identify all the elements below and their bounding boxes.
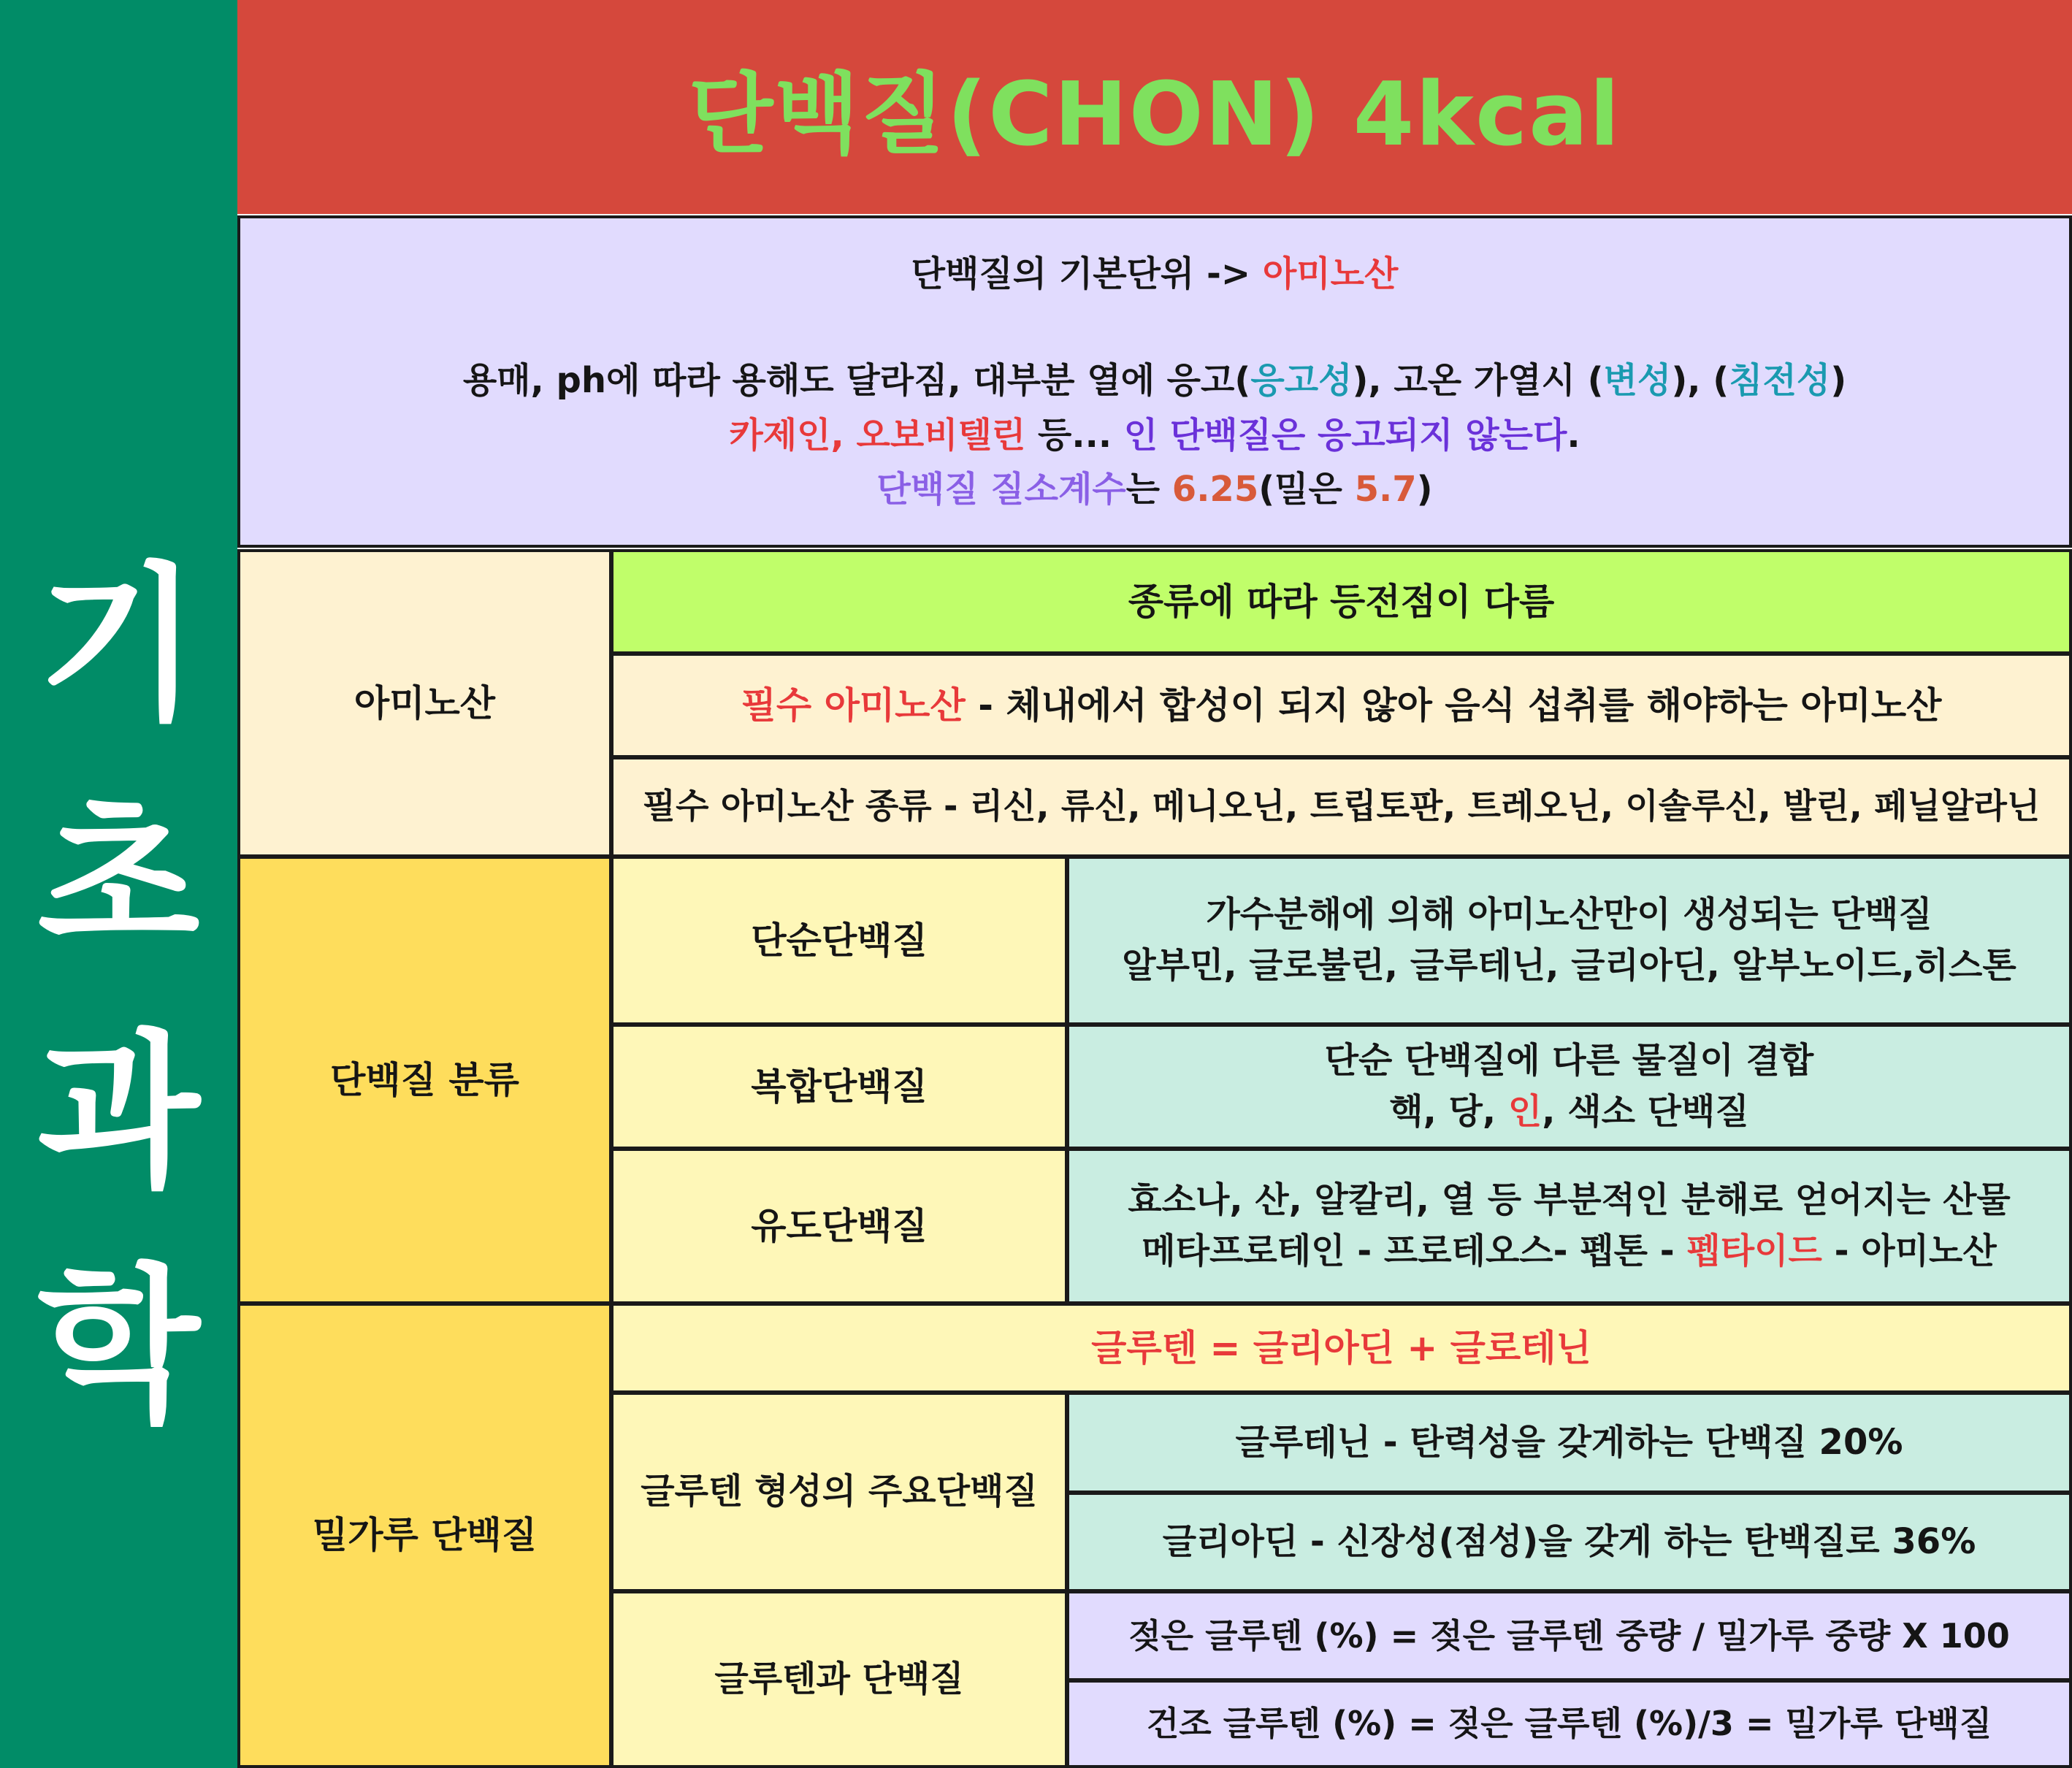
- classify-name-cell: [611, 1024, 1068, 1149]
- glutenin-text: 글루테닌 - 탄력성을 갖게하는 단백질 20%: [1235, 1421, 1903, 1463]
- intro-line-casein: [729, 408, 1580, 462]
- gluten-protein-cell: [611, 1591, 1068, 1768]
- flour-label: 밀가루 단백질: [312, 1514, 538, 1557]
- amino-essential-text: [741, 679, 1942, 732]
- highlight-amino-acid: 아미노산: [1262, 253, 1399, 294]
- classify-label-cell: [237, 856, 612, 1304]
- intro-box: [237, 215, 2072, 548]
- highlight-essential-amino: 필수 아미노산: [741, 684, 966, 727]
- highlight-coagulation: 응고성: [1250, 360, 1353, 402]
- classify-desc-cell: [1066, 1148, 2072, 1304]
- amino-isoelectric-text: 종류에 따라 등전점이 다름: [1128, 580, 1555, 623]
- intro-text: ), 고온 가열시 (: [1352, 360, 1604, 402]
- conjugated-protein-examples: [1389, 1087, 1749, 1138]
- classify-desc-cell: [1066, 856, 2072, 1025]
- sidebar-char-1: 기: [37, 548, 200, 743]
- amino-row-types: [611, 757, 2072, 857]
- title-banner: [237, 0, 2072, 214]
- simple-protein-examples: 알부민, 글로불린, 글루테닌, 글리아딘, 알부노이드,히스톤: [1122, 945, 2016, 986]
- highlight-precipitation: 침전성: [1729, 360, 1831, 402]
- intro-text: 등...: [1025, 414, 1124, 456]
- gliadin-text: 글리아딘 - 신장성(점성)을 갖게 하는 탄백질로 36%: [1162, 1520, 1976, 1562]
- sidebar-char-2: 초: [37, 782, 200, 977]
- derived-text: 메타프로테인 - 프로테오스- 펩톤 -: [1142, 1231, 1687, 1271]
- intro-text: ): [1830, 360, 1847, 402]
- amino-essential-desc: - 체내에서 합성이 되지 않아 음식 섭취를 해야하는 아미노산: [965, 684, 1942, 727]
- gluten-protein-name: 글루텐과 단백질: [714, 1658, 964, 1699]
- gluten-formula-cell: [611, 1303, 2072, 1393]
- derived-protein-sequence: [1142, 1226, 1996, 1277]
- flour-label-cell: [237, 1303, 612, 1768]
- intro-text: (밀은: [1258, 468, 1355, 510]
- derived-text: - 아미노산: [1821, 1231, 1997, 1271]
- conjugated-text: , 색소 단백질: [1542, 1091, 1749, 1132]
- intro-text: 는: [1125, 468, 1172, 510]
- derived-protein-name: 유도단백질: [751, 1204, 928, 1247]
- amino-row-essential: [611, 653, 2072, 758]
- simple-protein-desc: 가수분해에 의해 아미노산만이 생성되는 단백질: [1206, 894, 1933, 935]
- intro-text: .: [1567, 414, 1580, 456]
- classify-name-cell: [611, 856, 1068, 1025]
- dry-gluten-formula: 건조 글루텐 (%) = 젖은 글루텐 (%)/3 = 밀가루 단백질: [1146, 1704, 1992, 1744]
- glutenin-cell: [1066, 1392, 2072, 1493]
- conjugated-text: 핵, 당,: [1389, 1091, 1508, 1132]
- gluten-formula: 글루텐 = 글리아딘 + 글로테닌: [1091, 1326, 1591, 1369]
- highlight-phosphoprotein: 인 단백질은 응고되지 않는다: [1123, 414, 1567, 456]
- sidebar-char-3: 과: [37, 1016, 200, 1211]
- highlight-denaturation: 변성: [1603, 360, 1672, 402]
- page-title: 단백질(CHON) 4kcal: [688, 64, 1621, 166]
- simple-protein-name: 단순단백질: [751, 919, 928, 962]
- highlight-phosphorus: 인: [1507, 1091, 1542, 1132]
- intro-line-nitrogen: [876, 462, 1432, 516]
- highlight-casein: 카제인, 오보비텔린: [729, 414, 1026, 456]
- gluten-main-protein-name: 글루텐 형성의 주요단백질: [641, 1471, 1038, 1512]
- highlight-nitrogen-factor: 단백질 질소계수: [876, 468, 1126, 510]
- highlight-peptide: 펩타이드: [1686, 1231, 1822, 1271]
- sidebar-char-4: 학: [37, 1250, 200, 1444]
- nitrogen-factor-value: 6.25: [1171, 468, 1259, 510]
- amino-types-text: 필수 아미노산 종류 - 리신, 류신, 메니오닌, 트립토판, 트레오닌, 이솔루신, 발린, 페닐알라닌: [642, 786, 2041, 827]
- classify-desc-cell: [1066, 1024, 2072, 1149]
- intro-text: 용매, ph에 따라 용해도 달라짐, 대부분 열에 응고(: [462, 360, 1251, 402]
- intro-line-basic-unit: [911, 247, 1399, 301]
- sidebar-vertical-title: [0, 0, 237, 1768]
- intro-text: ): [1416, 468, 1433, 510]
- amino-label-cell: [237, 549, 612, 857]
- classify-name-cell: [611, 1148, 1068, 1304]
- intro-text: ), (: [1671, 360, 1729, 402]
- wet-gluten-formula: 젖은 글루텐 (%) = 젖은 글루텐 중량 / 밀가루 중량 X 100: [1128, 1615, 2010, 1656]
- gluten-main-protein-cell: [611, 1392, 1068, 1592]
- wet-gluten-cell: [1066, 1591, 2072, 1681]
- intro-text: 단백질의 기본단위 ->: [911, 253, 1263, 294]
- conjugated-protein-desc: 단순 단백질에 다른 물질이 결합: [1324, 1040, 1814, 1082]
- derived-protein-desc: 효소나, 산, 알칼리, 열 등 부분적인 분해로 얻어지는 산물: [1128, 1179, 2011, 1221]
- conjugated-protein-name: 복합단백질: [751, 1065, 928, 1108]
- gliadin-cell: [1066, 1492, 2072, 1592]
- wheat-factor-value: 5.7: [1354, 468, 1417, 510]
- intro-line-solubility: [463, 353, 1846, 407]
- amino-row-isoelectric: [611, 549, 2072, 654]
- amino-label: 아미노산: [353, 681, 496, 724]
- dry-gluten-cell: [1066, 1680, 2072, 1768]
- classify-label: 단백질 분류: [330, 1058, 519, 1101]
